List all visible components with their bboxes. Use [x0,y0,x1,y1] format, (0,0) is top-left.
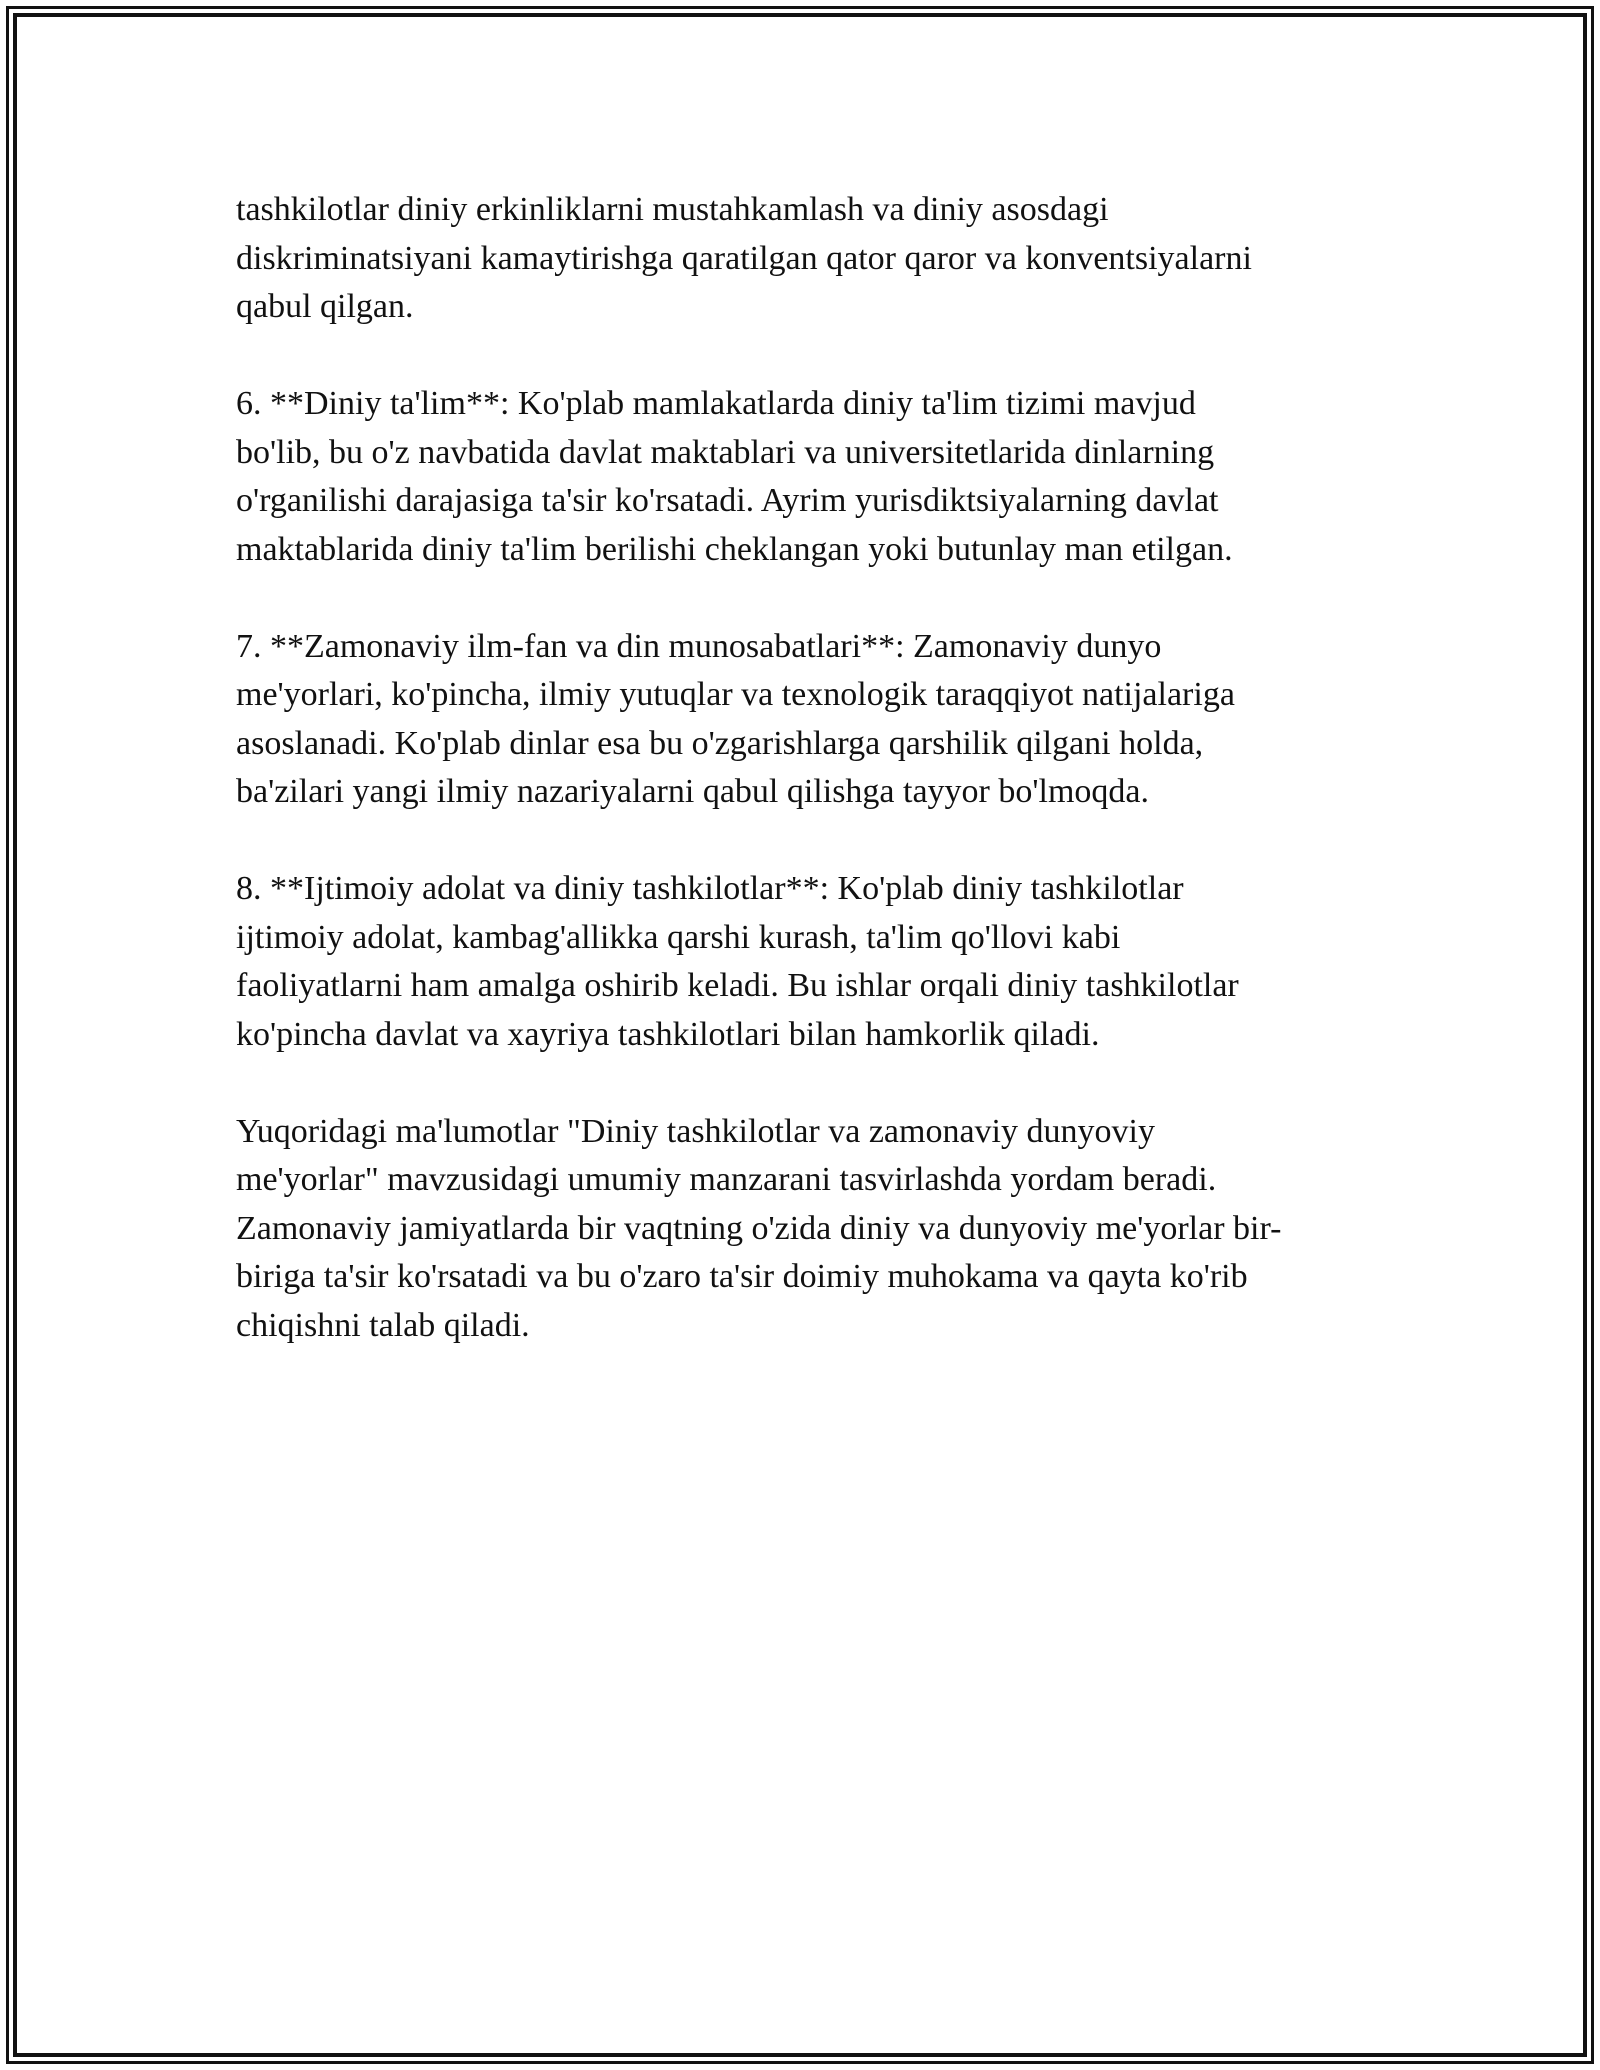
paragraph-social-justice: 8. **Ijtimoiy adolat va diniy tashkilotlar**: Ko'plab diniy tashkilotlar ijtimoiy adolat, kambag'allikka qarshi kurash, ta'lim qo'llovi kabi faoliyatlarni ham amalga oshirib keladi. Bu ishlar orqali diniy tashkilotlar ko'pincha davlat va xayriya tashkilotlari bilan hamkorlik qiladi. [236,870,1239,1053]
paragraph-religious-education: 6. **Diniy ta'lim**: Ko'plab mamlakatlarda diniy ta'lim tizimi mavjud bo'lib, bu o'z navbatida davlat maktablari va universitetlarida dinlarning o'rganilishi darajasiga ta'sir ko'rsatadi. Ayrim yurisdiktsiyalarning davlat maktablarida diniy ta'lim berilishi cheklangan yoki butunlay man etilgan. [236,385,1233,568]
paragraph-intro-continuation: tashkilotlar diniy erkinliklarni mustahkamlash va diniy asosdagi diskriminatsiyani kamaytirishga qaratilgan qator qaror va konventsiyalarni qabul qilgan. [236,191,1252,325]
document-body [236,186,1366,1399]
paragraph-conclusion: Yuqoridagi ma'lumotlar "Diniy tashkilotlar va zamonaviy dunyoviy me'yorlar" mavzusidagi umumiy manzarani tasvirlashda yordam beradi. Zamonaviy jamiyatlarda bir vaqtning o'zida diniy va dunyoviy me'yorlar bir- biriga ta'sir ko'rsatadi va bu o'zaro ta'sir doimiy muhokama va qayta ko'rib chiqishni talab qiladi. [236,1112,1282,1344]
paragraph-science-and-religion: 7. **Zamonaviy ilm-fan va din munosabatlari**: Zamonaviy dunyo me'yorlari, ko'pincha, ilmiy yutuqlar va texnologik taraqqiyot natijalariga asoslanadi. Ko'plab dinlar esa bu o'zgarishlarga qarshilik qilgani holda, ba'zilari yangi ilmiy nazariyalarni qabul qilishga tayyor bo'lmoqda. [236,627,1235,810]
